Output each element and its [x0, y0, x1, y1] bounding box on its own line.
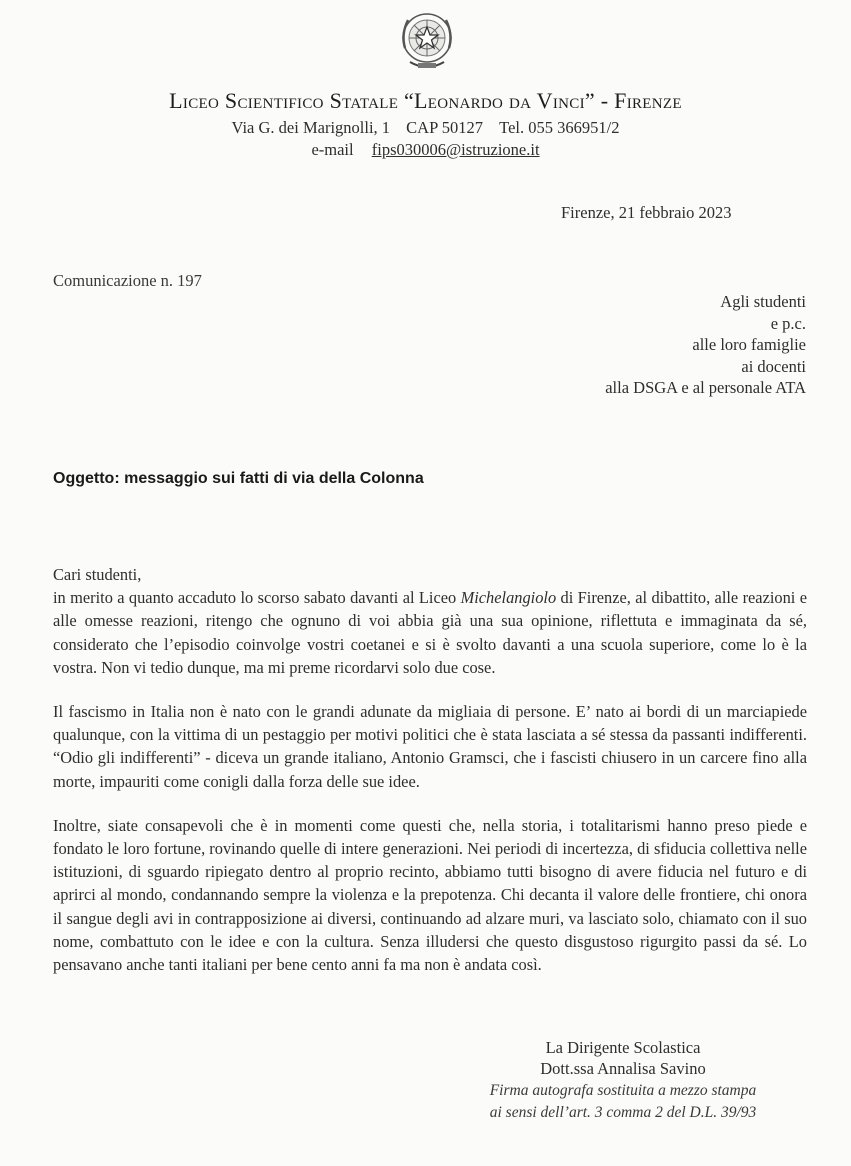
signatory-name: Dott.ssa Annalisa Savino	[540, 1059, 706, 1078]
paragraph-1-end: di Firenze, al dibattito, alle reazioni e alle omesse reazioni, ritengo che ognuno di voi abbia già una sua opinione, riflettuta e immaginata da sé, considerato che l’episodio coinvolge vostri coetanei e si è svolto davanti a una scuola superiore, come lo è la vostra. Non vi tedio dunque, ma mi preme ricordarvi solo due cose.	[53, 588, 807, 677]
signature-note	[468, 1080, 778, 1124]
email-line	[0, 140, 851, 160]
paragraph-2: Il fascismo in Italia non è nato con le grandi adunate da migliaia di persone. E’ nato ai bordi di un marciapiede qualunque, con la vittima di un pestaggio per motivi politici che è stata lasciata a sé stessa da passanti indifferenti. “Odio gli indifferenti” - diceva un grande italiano, Antonio Gramsci, che i fascisti chiusero in un carcere fino alla morte, impauriti come conigli dalla forza delle sue idee.	[53, 702, 807, 791]
signature-note-line-1: Firma autografa sostituita a mezzo stampa	[489, 1082, 757, 1099]
recipient-line: alle loro famiglie	[692, 335, 806, 354]
recipient-line: Agli studenti	[720, 292, 806, 311]
recipients-block	[605, 291, 806, 399]
school-name-italic: Michelangiolo	[460, 588, 557, 608]
signature-block	[468, 1037, 778, 1079]
recipient-line: ai docenti	[741, 356, 806, 376]
school-name: Liceo Scientifico Statale “Leonardo da Vinci” - Firenze	[169, 88, 682, 113]
telephone: Tel. 055 366951/2	[499, 118, 620, 137]
signature-note-line-2: ai sensi dell’art. 3 comma 2 del D.L. 39/93	[489, 1104, 757, 1121]
email-link[interactable]: fips030006@istruzione.it	[371, 140, 540, 159]
recipient-line: e p.c.	[770, 313, 806, 333]
letter-date: Firenze, 21 febbraio 2023	[561, 203, 732, 222]
communication-number: Comunicazione n. 197	[53, 271, 202, 290]
school-address	[0, 118, 851, 138]
paragraph-3: Inoltre, siate consapevoli che è in momenti come questi che, nella storia, i totalitarismi hanno preso piede e fondato le loro fortune, rovinando quelle di intere generazioni. Nei periodi di incertezza, di sfiducia collettiva nelle istituzioni, di sguardo ripiegato dentro al proprio recinto, abbiamo tutti bisogno di avere fiducia nel futuro e di aprirci al mondo, condannando sempre la violenza e la prepotenza. Chi decanta il valore delle frontiere, chi onora il sangue degli avi in contrapposizione ai diversi, continuando ad alzare muri, va lasciato solo, chiamato con il suo nome, combattuto con le idee e con la cultura. Senza illudersi che questo disgustoso rigurgito passi da sé. Lo pensavano anche tanti italiani per bene cento anni fa ma non è andata così.	[53, 815, 807, 975]
recipient-line: alla DSGA e al personale ATA	[605, 378, 806, 397]
street-address: Via G. dei Marignolli, 1	[231, 118, 391, 137]
italian-republic-emblem-icon	[396, 8, 458, 72]
signatory-role: La Dirigente Scolastica	[545, 1038, 701, 1057]
greeting: Cari studenti,	[53, 565, 142, 584]
letter-body	[53, 563, 807, 976]
letter-subject: Oggetto: messaggio sui fatti di via della Colonna	[53, 470, 424, 487]
email-label: e-mail	[311, 140, 354, 159]
postal-code: CAP 50127	[406, 118, 484, 137]
paragraph-1-start: in merito a quanto accaduto lo scorso sabato davanti al Liceo	[53, 588, 461, 608]
paragraph-1	[53, 586, 807, 679]
